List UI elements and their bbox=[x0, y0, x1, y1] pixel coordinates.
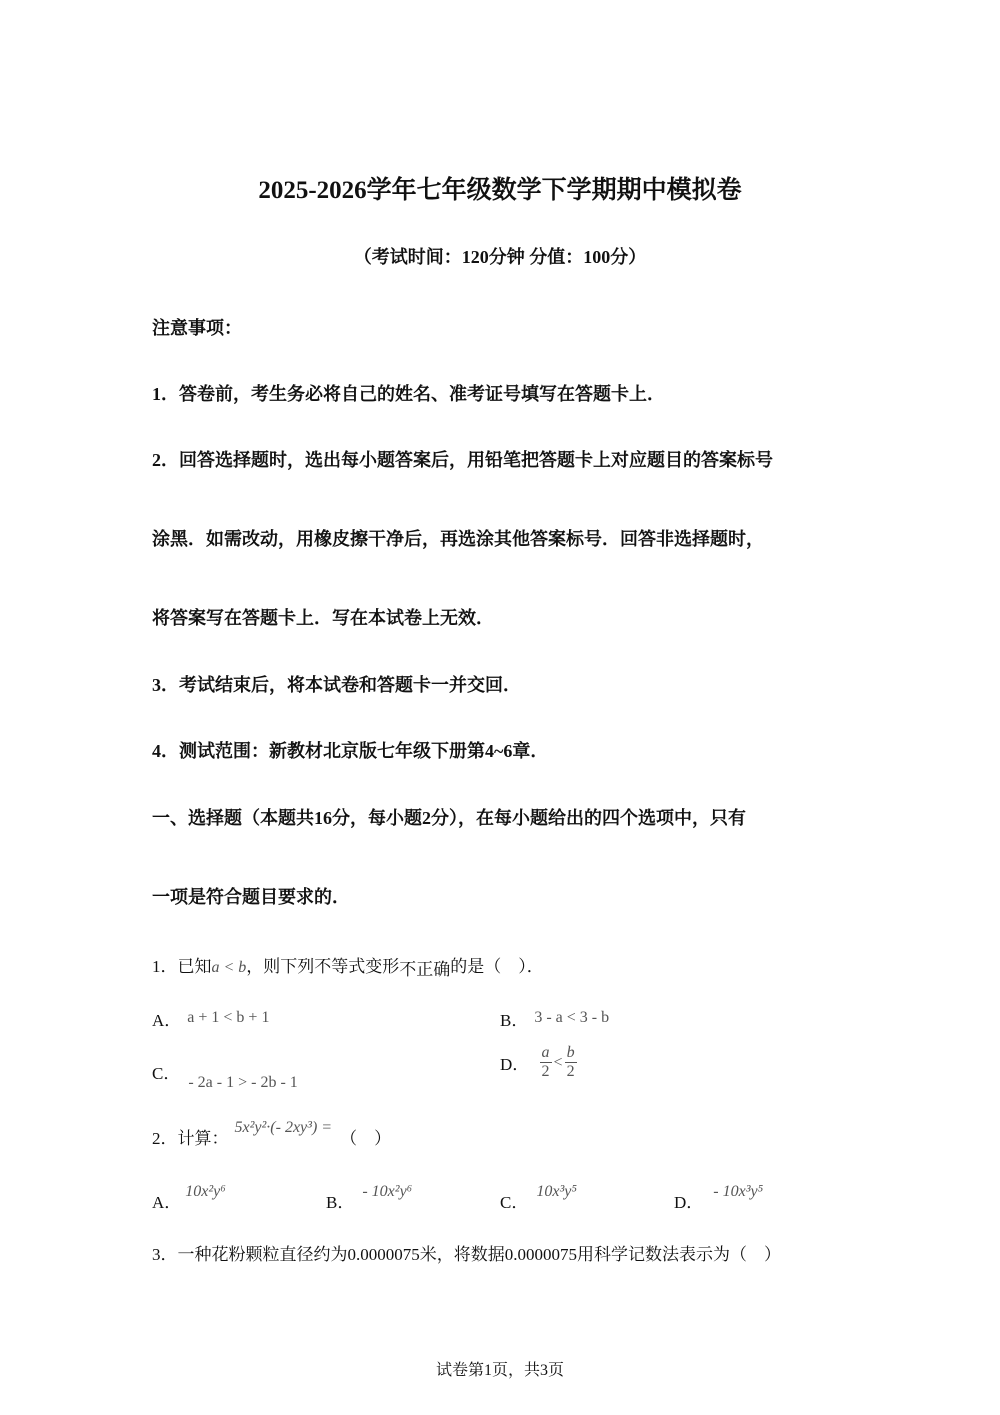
question-2-suffix: （ ） bbox=[340, 1129, 392, 1148]
q1-option-b-label: B． bbox=[500, 1011, 529, 1030]
q1-option-c-expr: - 2a - 1 > - 2b - 1 bbox=[188, 1074, 298, 1091]
section-1-heading-line-2: 一项是符合题目要求的． bbox=[152, 887, 350, 907]
q1-option-a-expr: a + 1 < b + 1 bbox=[187, 1009, 270, 1026]
q2-option-c-label: C． bbox=[500, 1193, 529, 1212]
q1-option-c-label: C． bbox=[152, 1064, 181, 1083]
question-3: 3．一种花粉颗粒直径约为0.0000075米，将数据0.0000075用科学记数法表示为（ ） bbox=[152, 1245, 781, 1264]
q2-option-a[interactable] bbox=[152, 1176, 226, 1212]
note-item-2-line-3: 将答案写在答题卡上．写在本试卷上无效． bbox=[152, 608, 494, 628]
q2-option-a-expr: 10x²y⁶ bbox=[185, 1183, 226, 1200]
q2-option-a-label: A． bbox=[152, 1193, 182, 1212]
question-1-middle: ，则下列不等式变形 bbox=[246, 957, 400, 976]
question-2 bbox=[152, 1112, 392, 1148]
q2-option-d-expr: - 10x³y⁵ bbox=[713, 1183, 764, 1200]
section-1-heading-line-1: 一、选择题（本题共16分，每小题2分），在每小题给出的四个选项中，只有 bbox=[152, 808, 746, 828]
note-item-1: 1．答卷前，考生务必将自己的姓名、准考证号填写在答题卡上． bbox=[152, 384, 665, 404]
q2-option-d-label: D． bbox=[674, 1193, 704, 1212]
q1-option-d-fraction-left: $\frac{a}{2}$ bbox=[541, 1044, 550, 1080]
note-item-3: 3．考试结束后，将本试卷和答题卡一并交回． bbox=[152, 675, 521, 695]
q2-option-d[interactable] bbox=[674, 1176, 764, 1212]
note-item-2-line-2: 涂黑．如需改动，用橡皮擦干净后，再选涂其他答案标号．回答非选择题时， bbox=[152, 529, 764, 549]
q2-option-c[interactable] bbox=[500, 1176, 577, 1212]
page-footer: 试卷第1页，共3页 bbox=[435, 1362, 564, 1379]
question-1-emphasis: 不正确 bbox=[399, 960, 451, 979]
q2-option-b-expr: - 10x²y⁶ bbox=[362, 1183, 413, 1200]
q1-option-d-fraction-right: $\frac{b}{2}$ bbox=[566, 1044, 575, 1080]
q1-option-d-label: D． bbox=[500, 1055, 530, 1074]
q1-option-a-label: A． bbox=[152, 1011, 182, 1030]
q2-option-b[interactable] bbox=[326, 1176, 413, 1212]
question-1-prefix: 1．已知 bbox=[152, 957, 212, 976]
q1-option-c[interactable] bbox=[152, 1059, 298, 1091]
q1-option-a[interactable] bbox=[152, 1006, 269, 1031]
q1-option-d[interactable] bbox=[500, 1044, 577, 1081]
q2-option-c-expr: 10x³y⁵ bbox=[536, 1183, 577, 1200]
question-1-condition: a < b bbox=[211, 959, 247, 976]
question-1-suffix: 的是（ ）． bbox=[450, 957, 544, 976]
exam-title: 2025-2026学年七年级数学下学期期中模拟卷 bbox=[258, 177, 742, 204]
notes-heading: 注意事项： bbox=[152, 318, 242, 338]
q1-option-b-expr: 3 - a < 3 - b bbox=[534, 1009, 610, 1026]
note-item-2-line-1: 2．回答选择题时，选出每小题答案后，用铅笔把答题卡上对应题目的答案标号 bbox=[152, 450, 773, 470]
q2-option-b-label: B． bbox=[326, 1193, 355, 1212]
q1-option-b[interactable] bbox=[500, 1006, 609, 1031]
note-item-4: 4．测试范围：新教材北京版七年级下册第4~6章． bbox=[152, 741, 549, 761]
question-1 bbox=[152, 952, 544, 977]
exam-subtitle: （考试时间：120分钟 分值：100分） bbox=[353, 247, 647, 267]
question-2-expression: 5x²y²·(- 2xy³) = bbox=[234, 1119, 333, 1136]
question-2-prefix: 2．计算： bbox=[152, 1129, 229, 1148]
q1-option-d-relation: < bbox=[553, 1053, 563, 1071]
